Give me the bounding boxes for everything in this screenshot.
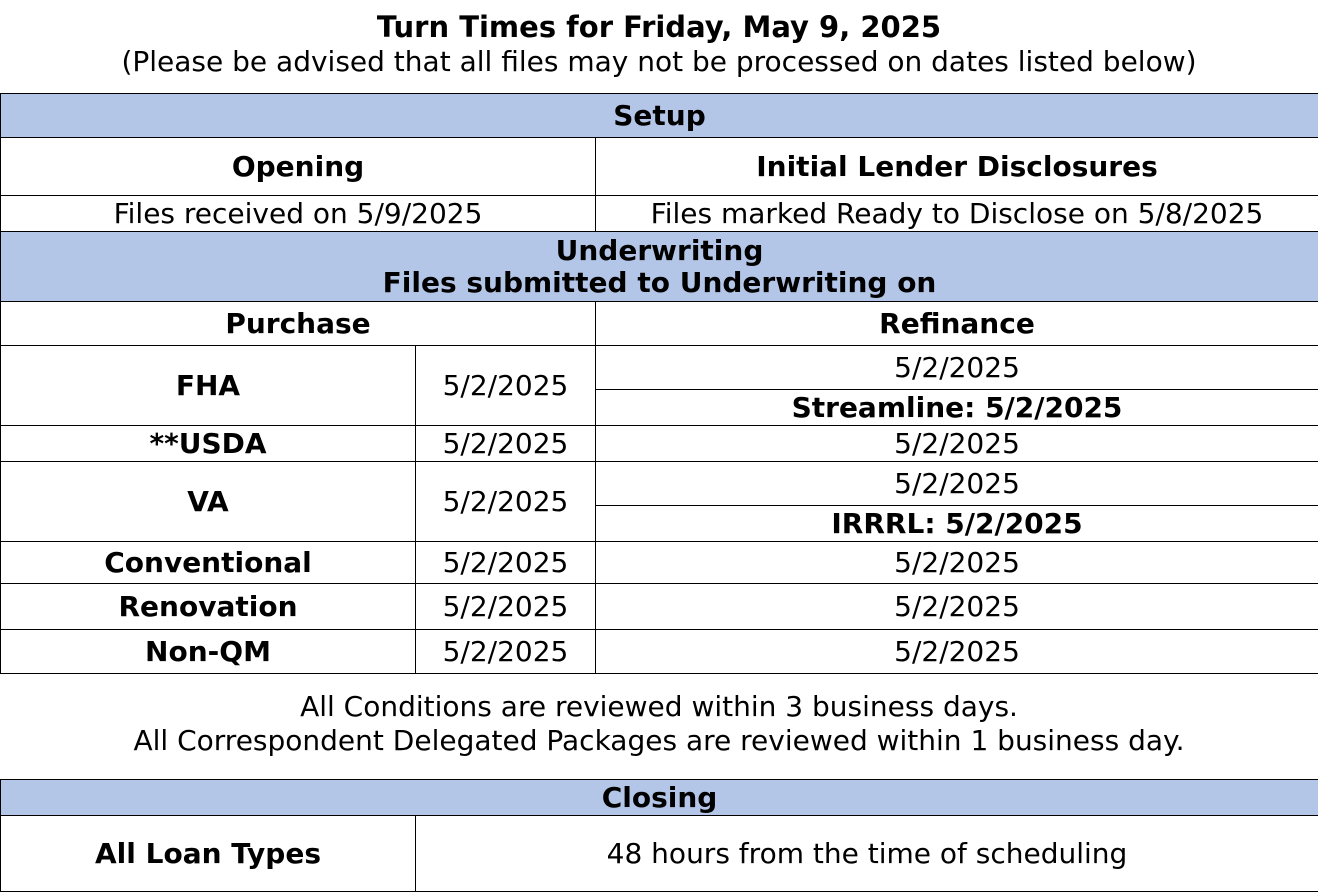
purchase-date-usda: 5/2/2025	[416, 426, 596, 462]
purchase-date-renovation: 5/2/2025	[416, 584, 596, 630]
row-label-conventional: Conventional	[1, 542, 416, 584]
underwriting-subtitle: Files submitted to Underwriting on	[1, 267, 1318, 299]
closing-value: 48 hours from the time of scheduling	[416, 816, 1318, 892]
refinance-extra-fha: Streamline: 5/2/2025	[596, 390, 1318, 426]
correspondent-note: All Correspondent Delegated Packages are reviewed within 1 business day.	[0, 724, 1318, 758]
purchase-date-va: 5/2/2025	[416, 462, 596, 542]
review-notes	[0, 690, 1318, 758]
purchase-header: Purchase	[1, 302, 596, 346]
opening-label: Opening	[1, 138, 596, 196]
closing-table	[0, 779, 1318, 892]
row-label-usda: **USDA	[1, 426, 416, 462]
page-title: Turn Times for Friday, May 9, 2025	[0, 10, 1318, 44]
page-header	[0, 0, 1318, 92]
underwriting-heading	[1, 232, 1318, 302]
row-label-va: VA	[1, 462, 416, 542]
underwriting-title: Underwriting	[1, 235, 1318, 267]
disclosures-label: Initial Lender Disclosures	[596, 138, 1318, 196]
refinance-date-fha: 5/2/2025	[596, 346, 1318, 390]
purchase-date-conventional: 5/2/2025	[416, 542, 596, 584]
purchase-date-fha: 5/2/2025	[416, 346, 596, 426]
conditions-note: All Conditions are reviewed within 3 business days.	[0, 690, 1318, 724]
closing-heading: Closing	[1, 780, 1318, 816]
refinance-header: Refinance	[596, 302, 1318, 346]
opening-value: Files received on 5/9/2025	[1, 196, 596, 232]
turn-times-table	[0, 93, 1318, 674]
refinance-date-va: 5/2/2025	[596, 462, 1318, 506]
refinance-date-nonqm: 5/2/2025	[596, 630, 1318, 674]
purchase-date-nonqm: 5/2/2025	[416, 630, 596, 674]
closing-label: All Loan Types	[1, 816, 416, 892]
row-label-fha: FHA	[1, 346, 416, 426]
row-label-nonqm: Non-QM	[1, 630, 416, 674]
refinance-date-conventional: 5/2/2025	[596, 542, 1318, 584]
refinance-date-usda: 5/2/2025	[596, 426, 1318, 462]
row-label-renovation: Renovation	[1, 584, 416, 630]
disclosures-value: Files marked Ready to Disclose on 5/8/2025	[596, 196, 1318, 232]
setup-heading: Setup	[1, 94, 1318, 138]
refinance-extra-va: IRRRL: 5/2/2025	[596, 506, 1318, 542]
page-subtitle: (Please be advised that all files may not be processed on dates listed below)	[0, 45, 1318, 79]
refinance-date-renovation: 5/2/2025	[596, 584, 1318, 630]
